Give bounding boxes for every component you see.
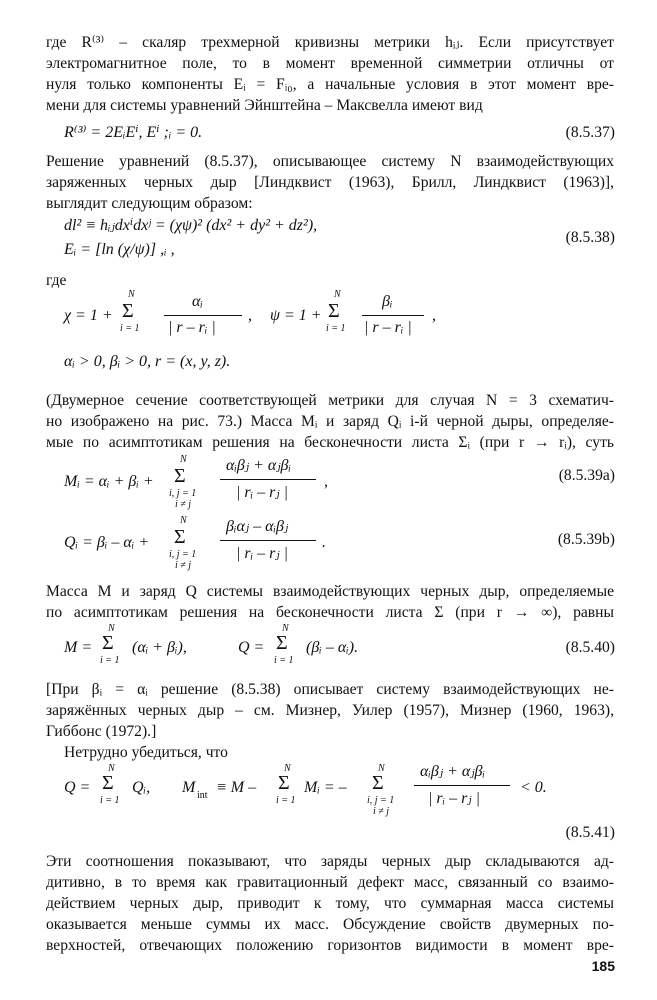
sum-bottom: i = 1	[276, 795, 296, 806]
numerator: βᵢαⱼ – αᵢβⱼ	[226, 518, 289, 535]
tail: ,	[324, 473, 328, 490]
fraction-bar	[362, 315, 424, 316]
sum-top: N	[108, 623, 115, 634]
q-rhs: (βᵢ – αᵢ).	[306, 639, 359, 656]
m-int-subscript: int	[197, 790, 208, 801]
sum-bottom: i, j = 1	[367, 795, 395, 806]
sigma-symbol: Σ	[174, 526, 186, 548]
identity: ≡ M –	[216, 779, 257, 796]
text-line: по асимптотикам решения на бесконечности листа Σ (при r → ∞), равны	[46, 604, 614, 621]
fraction-bar	[414, 785, 510, 786]
sum-condition: i ≠ j	[175, 560, 192, 571]
text-line: Масса M и заряд Q системы взаимодействующих черных дыр, определяемые	[46, 583, 614, 600]
text-line: заряженных черных дыр [Линдквист (1963), Брилл, Линдквист (1963)],	[46, 174, 614, 191]
m-int: M	[182, 779, 196, 796]
q-term: Qᵢ,	[132, 779, 151, 796]
sigma-symbol: Σ	[328, 300, 340, 322]
fraction-bar	[164, 315, 242, 316]
sigma-symbol: Σ	[278, 772, 290, 794]
text-line: [При βᵢ = αᵢ решение (8.5.38) описывает систему взаимодействующих не-	[46, 681, 614, 698]
sum-top: N	[180, 454, 187, 465]
sum-bottom: i, j = 1	[169, 549, 197, 560]
equation-number: (8.5.37)	[565, 124, 615, 141]
text-line: Решение уравнений (8.5.37), описывающее систему N взаимодействующих	[46, 153, 614, 170]
chi-denominator: | r – rᵢ |	[168, 319, 216, 336]
sigma-symbol: Σ	[102, 772, 114, 794]
sum-bottom: i = 1	[120, 323, 140, 334]
text-line: где R⁽³⁾ – скаляр трехмерной кривизны метрики hᵢⱼ. Если присутствует	[46, 34, 614, 51]
sum-top: N	[180, 515, 187, 526]
q-lhs: Q =	[238, 639, 265, 656]
sum-top: N	[282, 623, 289, 634]
fraction-bar	[220, 479, 316, 480]
denominator: | rᵢ – rⱼ |	[236, 545, 289, 562]
sum-bottom: i = 1	[274, 655, 294, 666]
text-line: мые по асимптотикам решения на бесконечности листа Σᵢ (при r → rᵢ), суть	[46, 434, 614, 451]
text-line: выглядит следующим образом:	[46, 195, 253, 212]
sum-bottom: i = 1	[100, 795, 120, 806]
sum-condition: i ≠ j	[175, 499, 192, 510]
conditions: αᵢ > 0, βᵢ > 0, r = (x, y, z).	[64, 353, 231, 370]
psi-numerator: βᵢ	[382, 293, 393, 310]
sigma-symbol: Σ	[102, 632, 114, 654]
sum-top: N	[128, 289, 135, 300]
denominator: | rᵢ – rⱼ |	[236, 484, 289, 501]
text-line: Нетрудно убедиться, что	[64, 744, 228, 761]
sum-bottom: i = 1	[100, 655, 120, 666]
equation-number: (8.5.39b)	[557, 531, 615, 548]
sigma-symbol: Σ	[174, 465, 186, 487]
equation-number: (8.5.41)	[565, 824, 615, 841]
chi-numerator: αᵢ	[192, 293, 203, 310]
text-line: дитивно, в то время как гравитационный дефект масс, связанный со взаимо-	[46, 874, 614, 891]
equation-number: (8.5.38)	[565, 229, 615, 246]
sum-top: N	[378, 763, 385, 774]
equation-8-5-37: R⁽³⁾ = 2EᵢEⁱ, Eⁱ ;ᵢ = 0.	[64, 124, 203, 141]
text-line: верхностей, отвечающих положению горизонтов видимости в момент вре-	[46, 937, 614, 954]
m-lhs: M =	[64, 639, 93, 656]
equation-number: (8.5.39a)	[558, 467, 615, 484]
page-number: 185	[591, 958, 615, 974]
sigma-symbol: Σ	[276, 632, 288, 654]
text-line: действием черных дыр, приводит к тому, что суммарная масса системы	[46, 895, 614, 912]
psi-denominator: | r – rᵢ |	[364, 319, 412, 336]
psi-lhs: ψ = 1 +	[270, 307, 322, 324]
sum-top: N	[108, 763, 115, 774]
numerator: αᵢβⱼ + αⱼβᵢ	[226, 457, 292, 474]
equation-8-5-38-line1: dl² ≡ hᵢⱼdxⁱdxʲ = (χψ)² (dx² + dy² + dz²),	[64, 217, 318, 234]
sigma-symbol: Σ	[122, 300, 134, 322]
sum-top: N	[334, 289, 341, 300]
text-line: нуля только компоненты Eᵢ = Fᵢ₀, а начальные условия в этот момент вре-	[46, 76, 614, 93]
sigma-symbol: Σ	[372, 772, 384, 794]
text-line: (Двумерное сечение соответствующей метрики для случая N = 3 схематич-	[46, 392, 614, 409]
separator: ,	[248, 307, 252, 324]
lhs: Mᵢ = αᵢ + βᵢ +	[64, 473, 154, 490]
text-line: но изображено на рис. 73.) Масса Mᵢ и заряд Qᵢ i-й черной дыры, определяе-	[46, 413, 614, 430]
tail: < 0.	[520, 779, 547, 796]
sum-bottom: i, j = 1	[169, 488, 197, 499]
equation-number: (8.5.40)	[565, 639, 615, 656]
text-line: где	[46, 272, 67, 289]
m-term: Mᵢ = –	[304, 779, 347, 796]
text-line: электромагнитное поле, то в момент временной симметрии отличны от	[46, 55, 614, 72]
m-rhs: (αᵢ + βᵢ),	[132, 639, 187, 656]
tail: .	[322, 534, 326, 551]
separator: ,	[432, 307, 436, 324]
lhs: Qᵢ = βᵢ – αᵢ +	[64, 534, 150, 551]
text-line: оказывается меньше суммы их масс. Обсуждение свойств двумерных по-	[46, 916, 614, 933]
chi-lhs: χ = 1 +	[64, 307, 113, 324]
fraction-bar	[220, 540, 316, 541]
denominator: | rᵢ – rⱼ |	[428, 790, 481, 807]
equation-8-5-38-line2: Eᵢ = [ln (χ/ψ)] ,ᵢ ,	[64, 241, 175, 258]
text-line: мени для системы уравнений Эйнштейна – Максвелла имеют вид	[46, 97, 483, 114]
q-lhs: Q =	[64, 779, 91, 796]
text-line: заряжённых черных дыр – см. Мизнер, Уилер (1957), Мизнер (1960, 1963),	[46, 702, 614, 719]
sum-condition: i ≠ j	[373, 806, 390, 817]
numerator: αᵢβⱼ + αⱼβᵢ	[420, 763, 486, 780]
text-line: Эти соотношения показывают, что заряды черных дыр складываются ад-	[46, 853, 614, 870]
sum-bottom: i = 1	[326, 323, 346, 334]
sum-top: N	[284, 763, 291, 774]
text-line: Гиббонс (1972).]	[46, 723, 157, 740]
